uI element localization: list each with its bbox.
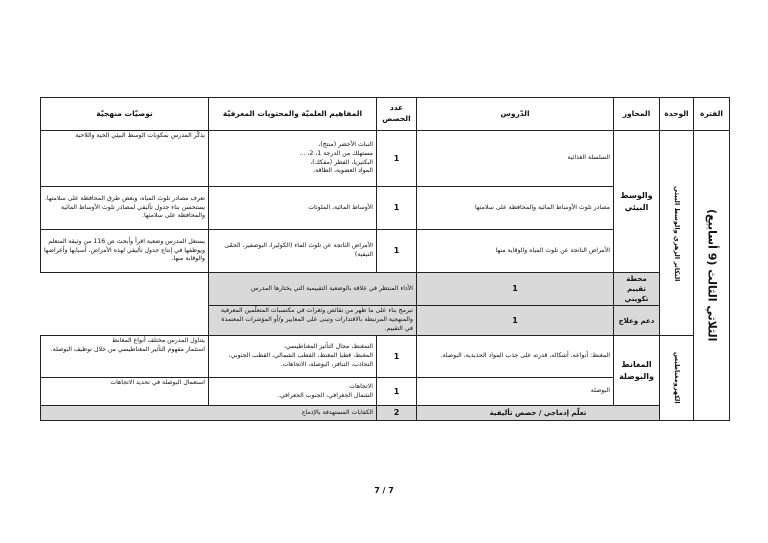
count-cell: 1 — [417, 273, 614, 306]
period-cell: الثلاثي الثالث (9 أسابيع) — [694, 131, 730, 421]
concepts-cell — [209, 378, 377, 406]
concepts-cell — [209, 336, 377, 378]
concept-line: مستهلك من الدرجة 1، 2، ... — [299, 149, 373, 157]
lesson-cell: دعم وعلاج — [614, 306, 660, 336]
concept-line: التمغنط، مجال التأثير المغناطيسي، — [283, 343, 373, 351]
recommendation-cell — [41, 336, 209, 378]
concept-line: المغنط، قطبا المغنط، القطب الشمالي، القطب الجنوبي، — [228, 352, 373, 360]
header-period: الفترة — [694, 98, 730, 131]
recommendation-line: يتناول المدرس مختلف أنواع المغانط — [112, 337, 205, 345]
table-row — [41, 406, 730, 421]
header-unit: الوحدة — [660, 98, 694, 131]
axis-cell-1: والوسط البيئي — [614, 131, 660, 273]
table-row — [41, 306, 730, 336]
unit-cell-1: التكاثر الزهري والوسط البيئي — [660, 131, 694, 336]
table-row — [41, 336, 730, 378]
merged-cell: الأداء المنتظر في علاقة بالوضعية التقييمية التي يختارها المدرس — [209, 273, 417, 306]
page-number: 7 / 7 — [374, 486, 394, 495]
header-axis: المحاور — [614, 98, 660, 131]
count-cell: 1 — [377, 378, 417, 406]
concepts-cell: الأمراض الناتجة عن تلوث الماء (الكوليرا، البوصفير، الحمّى التيفية) — [209, 230, 377, 273]
header-recommendations: توصيّات منهجيّة — [41, 98, 209, 131]
concept-line: البكتيريا، الفطر (مفكك)، — [310, 158, 373, 166]
table-row — [41, 131, 730, 187]
lesson-cell: مصادر تلوث الأوساط المائية والمحافظة على سلامتها — [417, 187, 614, 230]
concept-line: الشمال الجغرافي، الجنوب الجغرافي. — [277, 391, 373, 399]
lesson-cell: تعلّم إدماجي / حصص تأليفية — [417, 406, 660, 421]
recommendation-cell: يذكّر المدرس بمكونات الوسط البيئي الحية واللاحية — [41, 131, 209, 187]
concept-line: الاتجاهات — [349, 382, 373, 390]
concepts-cell: الأوساط المائية، الملوثات — [209, 187, 377, 230]
merged-cell: تبرمج بناء على ما ظهر من نقائص وثغرات في مكتسبات المتعلّمين المعرفية والمنهجية المرتبطة بالاقتدارات وتبنى على المعايير و/أو المؤشرات المعتمدة في التقييم. — [209, 306, 417, 336]
concept-line: النبات الأخضر (منتج)، — [318, 140, 373, 148]
lesson-cell: المغنط: أنواعه، أشكاله، قدرته على جذب المواد الحديدية، البوصلة. — [417, 336, 614, 378]
lesson-cell: الأمراض الناتجة عن تلوث المياه والوقاية منها — [417, 230, 614, 273]
concepts-cell — [209, 131, 377, 187]
concept-line: التجاذب، التنافر، البوصلة، الاتجاهات. — [280, 361, 373, 369]
recommendation-cell: يستغل المدرس وضعية اقرأ وأبحث ص 116 من وثيقة المتعلم ويوظفها في إنتاج جدول تأليفي لهذه الأمراض، أسبابها وأعراضها والوقاية منها. — [41, 230, 209, 273]
lesson-cell: البوصلة — [417, 378, 614, 406]
header-count: عدد الحصص — [377, 98, 417, 131]
unit-cell-2: الكهرومغناطيس — [660, 336, 694, 421]
count-cell: 1 — [377, 187, 417, 230]
header-concepts: المفاهيم العلميّة والمحتويات المعرفيّة — [209, 98, 377, 131]
header-lessons: الدّروس — [417, 98, 614, 131]
table-row — [41, 273, 730, 306]
merged-cell: الكفايات المستهدفة بالإدماج — [41, 406, 377, 421]
count-cell: 2 — [377, 406, 417, 421]
recommendation-cell: استعمال البوصلة في تحديد الاتجاهات — [41, 378, 209, 406]
count-cell: 1 — [377, 336, 417, 378]
lesson-cell: محطة تقييم تكويني — [614, 273, 660, 306]
axis-cell-2: المغانط والبوصلة — [614, 336, 660, 406]
count-cell: 1 — [377, 131, 417, 187]
concept-line: المواد العضوية، الطاقة. — [313, 167, 373, 175]
recommendation-line: استثمار مفهوم التأثير المغناطيسي من خلال توظيف البوصلة. — [50, 346, 205, 354]
recommendation-cell: تعرف مصادر تلوث المياه، وبعض طرق المحافظة على سلامتها. يستحسن بناء جدول تأليفي لمصادر تلوث الأوساط المائية والمحافظة على سلامتها. — [41, 187, 209, 230]
header-row — [41, 98, 730, 131]
count-cell: 1 — [377, 230, 417, 273]
lesson-cell: السلسلة الغذائية — [417, 131, 614, 187]
curriculum-table — [40, 97, 730, 421]
count-cell: 1 — [417, 306, 614, 336]
